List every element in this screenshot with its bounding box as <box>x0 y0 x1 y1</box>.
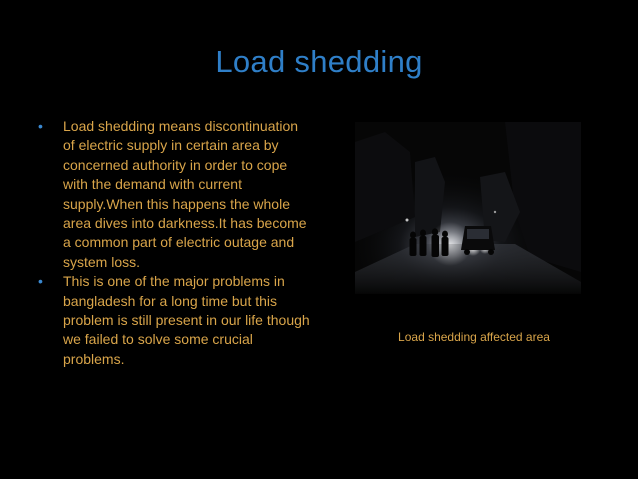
bullet-text: Load shedding means discontinuation of electric supply in certain area by concerned authority in order to cope with the demand with current supply.When this happens the whole area dives into darkness.It has become a common part of electric outage and system loss. <box>63 118 307 270</box>
bullet-item <box>38 117 313 272</box>
image-caption: Load shedding affected area <box>398 330 550 344</box>
night-street-photo <box>355 122 581 294</box>
slide-title: Load shedding <box>215 44 423 79</box>
bullet-item <box>38 272 313 369</box>
bullet-list <box>38 117 313 369</box>
bullet-icon: • <box>38 118 43 134</box>
bullet-icon: • <box>38 273 43 290</box>
bullet-text: This is one of the major problems in bangladesh for a long time but this problem is still present in our life though we failed to solve some crucial problems. <box>63 273 310 367</box>
